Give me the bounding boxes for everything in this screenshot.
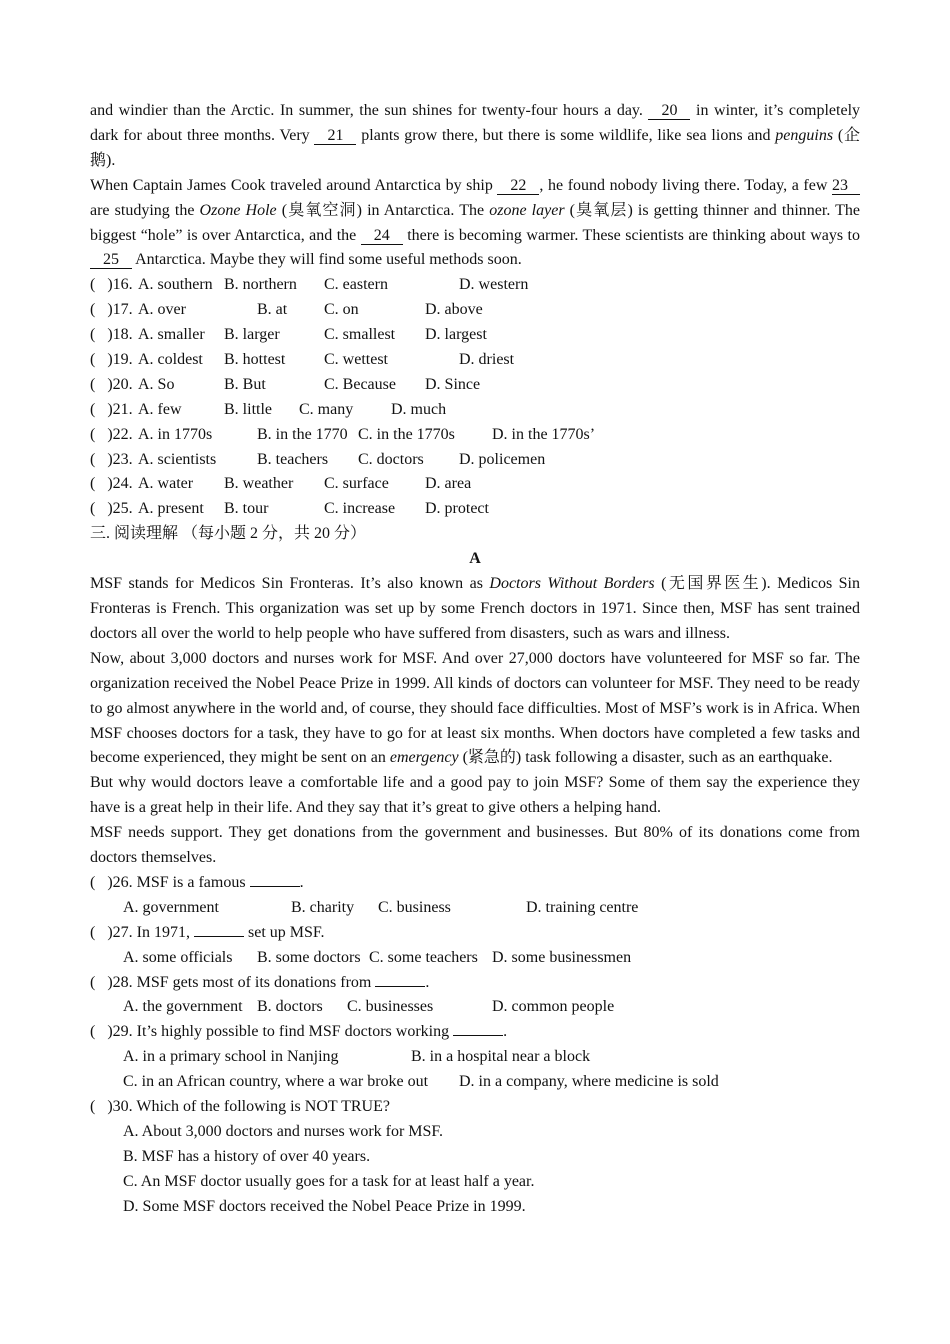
answer-option: D. western: [459, 276, 529, 294]
reading-paragraph-2: [90, 647, 860, 772]
text: , he found nobody living there. Today, a few: [539, 176, 832, 194]
answer-option: C. businesses: [347, 998, 434, 1016]
options-row: [90, 946, 860, 971]
question-number: ( )23.: [90, 450, 133, 468]
question-row: [90, 448, 860, 473]
question-number: ( )16.: [90, 276, 133, 294]
answer-option: B. northern: [224, 276, 297, 294]
answer-option: B. hottest: [224, 351, 286, 369]
text: and windier than the Arctic. In summer, the sun shines for twenty-four hours a day.: [90, 102, 649, 119]
question-row: [90, 472, 860, 497]
answer-option: B. teachers: [257, 450, 329, 468]
answer-option: D. driest: [459, 351, 515, 369]
text: (臭氧空洞) in Antarctica. The: [276, 201, 490, 219]
answer-option: B. little: [224, 400, 272, 418]
options-row: [90, 1120, 860, 1145]
reading-paragraph-4: MSF needs support. They get donations from the government and businesses. But 80% of its donations come from doctors themselves.: [90, 824, 860, 867]
stem-text: set up MSF.: [243, 923, 325, 941]
question-stem: [90, 1095, 860, 1120]
question-stem: [90, 921, 860, 946]
answer-option: C. business: [378, 898, 451, 916]
question-stem: [90, 871, 860, 896]
blank-23: 23: [832, 178, 860, 195]
stem-text: ( )28. MSF gets most of its donations from: [90, 973, 376, 991]
answer-option: B. doctors: [257, 998, 323, 1016]
answer-option: D. in the 1770s’: [492, 425, 596, 443]
question-row: [90, 298, 860, 323]
answer-option: C. eastern: [324, 276, 388, 294]
answer-option: C. on: [324, 301, 359, 319]
options-row: [90, 1195, 860, 1220]
question-row: [90, 398, 860, 423]
answer-option: C. increase: [324, 500, 396, 518]
answer-option: C. doctors: [358, 450, 424, 468]
answer-option: D. Some MSF doctors received the Nobel Peace Prize in 1999.: [123, 1197, 526, 1215]
cloze-paragraph-1: [90, 99, 860, 174]
answer-option: A. scientists: [138, 450, 217, 468]
answer-option: A. present: [138, 500, 204, 518]
answer-blank: [250, 872, 300, 887]
answer-option: A. smaller: [138, 326, 205, 344]
stem-text: .: [503, 1023, 508, 1041]
options-row: [90, 1045, 860, 1070]
text: (无国界医生). Medicos Sin Fronteras is French. This organization was set up by some French doctors in 1971. Since then, MSF has sent trained doctors all over the world to help people who have suffered from disasters, such as wars and illness.: [90, 575, 861, 642]
answer-option: A. government: [123, 898, 219, 916]
answer-option: D. area: [425, 475, 472, 493]
text: there is becoming warmer. These scientists are thinking about ways to: [402, 226, 860, 244]
text: (企鹅).: [90, 126, 860, 169]
italic-term: emergency: [389, 749, 459, 767]
question-number: ( )18.: [90, 326, 133, 344]
answer-option: D. some businessmen: [492, 948, 632, 966]
answer-option: B. weather: [224, 475, 294, 493]
reading-paragraph-1: [90, 572, 860, 647]
options-row: [90, 1070, 860, 1095]
blank-20: 20: [648, 103, 690, 120]
italic-term: ozone layer: [489, 201, 565, 219]
stem-text: .: [299, 873, 304, 891]
italic-term: Doctors Without Borders: [489, 575, 655, 593]
stem-text: ( )30. Which of the following is NOT TRUE?: [90, 1097, 390, 1115]
answer-option: C. Because: [324, 375, 396, 393]
answer-option: D. protect: [425, 500, 489, 518]
options-row: [90, 1170, 860, 1195]
answer-option: D. Since: [425, 375, 481, 393]
text: When Captain James Cook traveled around Antarctica by ship: [90, 176, 498, 194]
answer-blank: [375, 972, 425, 987]
answer-option: A. southern: [138, 276, 213, 294]
question-number: ( )19.: [90, 351, 133, 369]
answer-option: A. water: [138, 475, 194, 493]
answer-option: B. But: [224, 375, 266, 393]
answer-option: B. in the 1770: [257, 425, 348, 443]
text: plants grow there, but there is some wildlife, like sea lions and: [356, 126, 776, 144]
answer-option: C. many: [299, 400, 354, 418]
exam-page: [90, 99, 860, 1219]
blank-21: 21: [314, 128, 356, 145]
stem-text: ( )29. It’s highly possible to find MSF doctors working: [90, 1023, 454, 1041]
blank-24: 24: [361, 228, 403, 245]
answer-option: B. larger: [224, 326, 280, 344]
stem-text: ( )26. MSF is a famous: [90, 873, 250, 891]
answer-option: D. in a company, where medicine is sold: [459, 1073, 719, 1091]
answer-blank: [453, 1021, 503, 1036]
question-row: [90, 323, 860, 348]
question-row: [90, 348, 860, 373]
answer-option: C. in an African country, where a war broke out: [123, 1073, 429, 1091]
question-number: ( )20.: [90, 375, 133, 393]
italic-term: Ozone Hole: [199, 201, 277, 219]
section-heading: 三. 阅读理解 （每小题 2 分，共 20 分）: [90, 525, 367, 543]
options-row: [90, 995, 860, 1020]
text: in winter, it’s completely dark for about three months. Very: [90, 102, 861, 144]
answer-option: C. wettest: [324, 351, 388, 369]
answer-option: C. surface: [324, 475, 389, 493]
answer-option: D. policemen: [459, 450, 546, 468]
answer-option: B. MSF has a history of over 40 years.: [123, 1147, 371, 1165]
blank-25: 25: [90, 252, 132, 269]
text: are studying the: [90, 201, 200, 219]
text: Now, about 3,000 doctors and nurses work for MSF. And over 27,000 doctors have volunteered for MSF so far. The organization received the Nobel Peace Prize in 1999. All kinds of doctors can volunteer for MSF. They need to be ready to go almost anywhere in the world and, of course, they should face difficulties. Most of MSF’s work is in Africa. When MSF chooses doctors for a task, they have to go for at least six months. When doctors have completed a few tasks and become experienced, they might be sent on an: [90, 649, 860, 767]
question-number: ( )24.: [90, 475, 133, 493]
answer-option: B. at: [257, 301, 288, 319]
answer-option: B. charity: [291, 898, 355, 916]
passage-label: A: [469, 550, 481, 568]
reading-paragraph-3: But why would doctors leave a comfortable life and a good pay to join MSF? Some of them say the experience they have is a great help in their life. And they say that it’s great to give others a helping hand.: [90, 774, 860, 817]
answer-option: D. largest: [425, 326, 487, 344]
stem-text: ( )27. In 1971,: [90, 923, 194, 941]
reading-questions: [90, 871, 860, 1219]
options-row: [90, 896, 860, 921]
answer-option: C. some teachers: [369, 948, 478, 966]
cloze-questions: [90, 273, 860, 522]
question-row: [90, 423, 860, 448]
question-row: [90, 497, 860, 522]
answer-option: A. the government: [123, 998, 243, 1016]
answer-option: A. coldest: [138, 351, 203, 369]
question-number: ( )17.: [90, 301, 133, 319]
answer-option: B. tour: [224, 500, 269, 518]
answer-option: A. in 1770s: [138, 425, 213, 443]
question-row: [90, 373, 860, 398]
answer-option: D. common people: [492, 998, 615, 1016]
question-number: ( )22.: [90, 425, 133, 443]
blank-22: 22: [497, 178, 539, 195]
answer-option: A. in a primary school in Nanjing: [123, 1048, 339, 1066]
text: (臭氧层) is getting thinner and thinner. The biggest “hole” is over Antarctica, and the: [90, 201, 861, 244]
text: Antarctica. Maybe they will find some useful methods soon.: [132, 251, 522, 269]
options-row: [90, 1145, 860, 1170]
answer-option: B. some doctors: [257, 948, 361, 966]
answer-option: D. above: [425, 301, 483, 319]
answer-option: D. much: [391, 400, 447, 418]
answer-option: A. About 3,000 doctors and nurses work for MSF.: [123, 1122, 444, 1140]
answer-option: B. in a hospital near a block: [411, 1048, 591, 1066]
question-stem: [90, 1020, 860, 1045]
text: MSF stands for Medicos Sin Fronteras. It’s also known as: [90, 575, 490, 593]
answer-option: C. in the 1770s: [358, 425, 455, 443]
stem-text: .: [425, 973, 430, 991]
italic-term: penguins: [775, 126, 834, 144]
answer-blank: [194, 922, 244, 937]
question-row: [90, 273, 860, 298]
question-stem: [90, 971, 860, 996]
text: (紧急的) task following a disaster, such as an earthquake.: [458, 749, 833, 767]
answer-option: C. smallest: [324, 326, 396, 344]
question-number: ( )21.: [90, 400, 133, 418]
answer-option: A. over: [138, 301, 186, 319]
answer-option: A. few: [138, 400, 182, 418]
answer-option: A. So: [138, 375, 175, 393]
question-number: ( )25.: [90, 500, 133, 518]
answer-option: A. some officials: [123, 948, 233, 966]
answer-option: D. training centre: [526, 898, 639, 916]
answer-option: C. An MSF doctor usually goes for a task for at least half a year.: [123, 1172, 535, 1190]
cloze-paragraph-2: [90, 174, 860, 274]
